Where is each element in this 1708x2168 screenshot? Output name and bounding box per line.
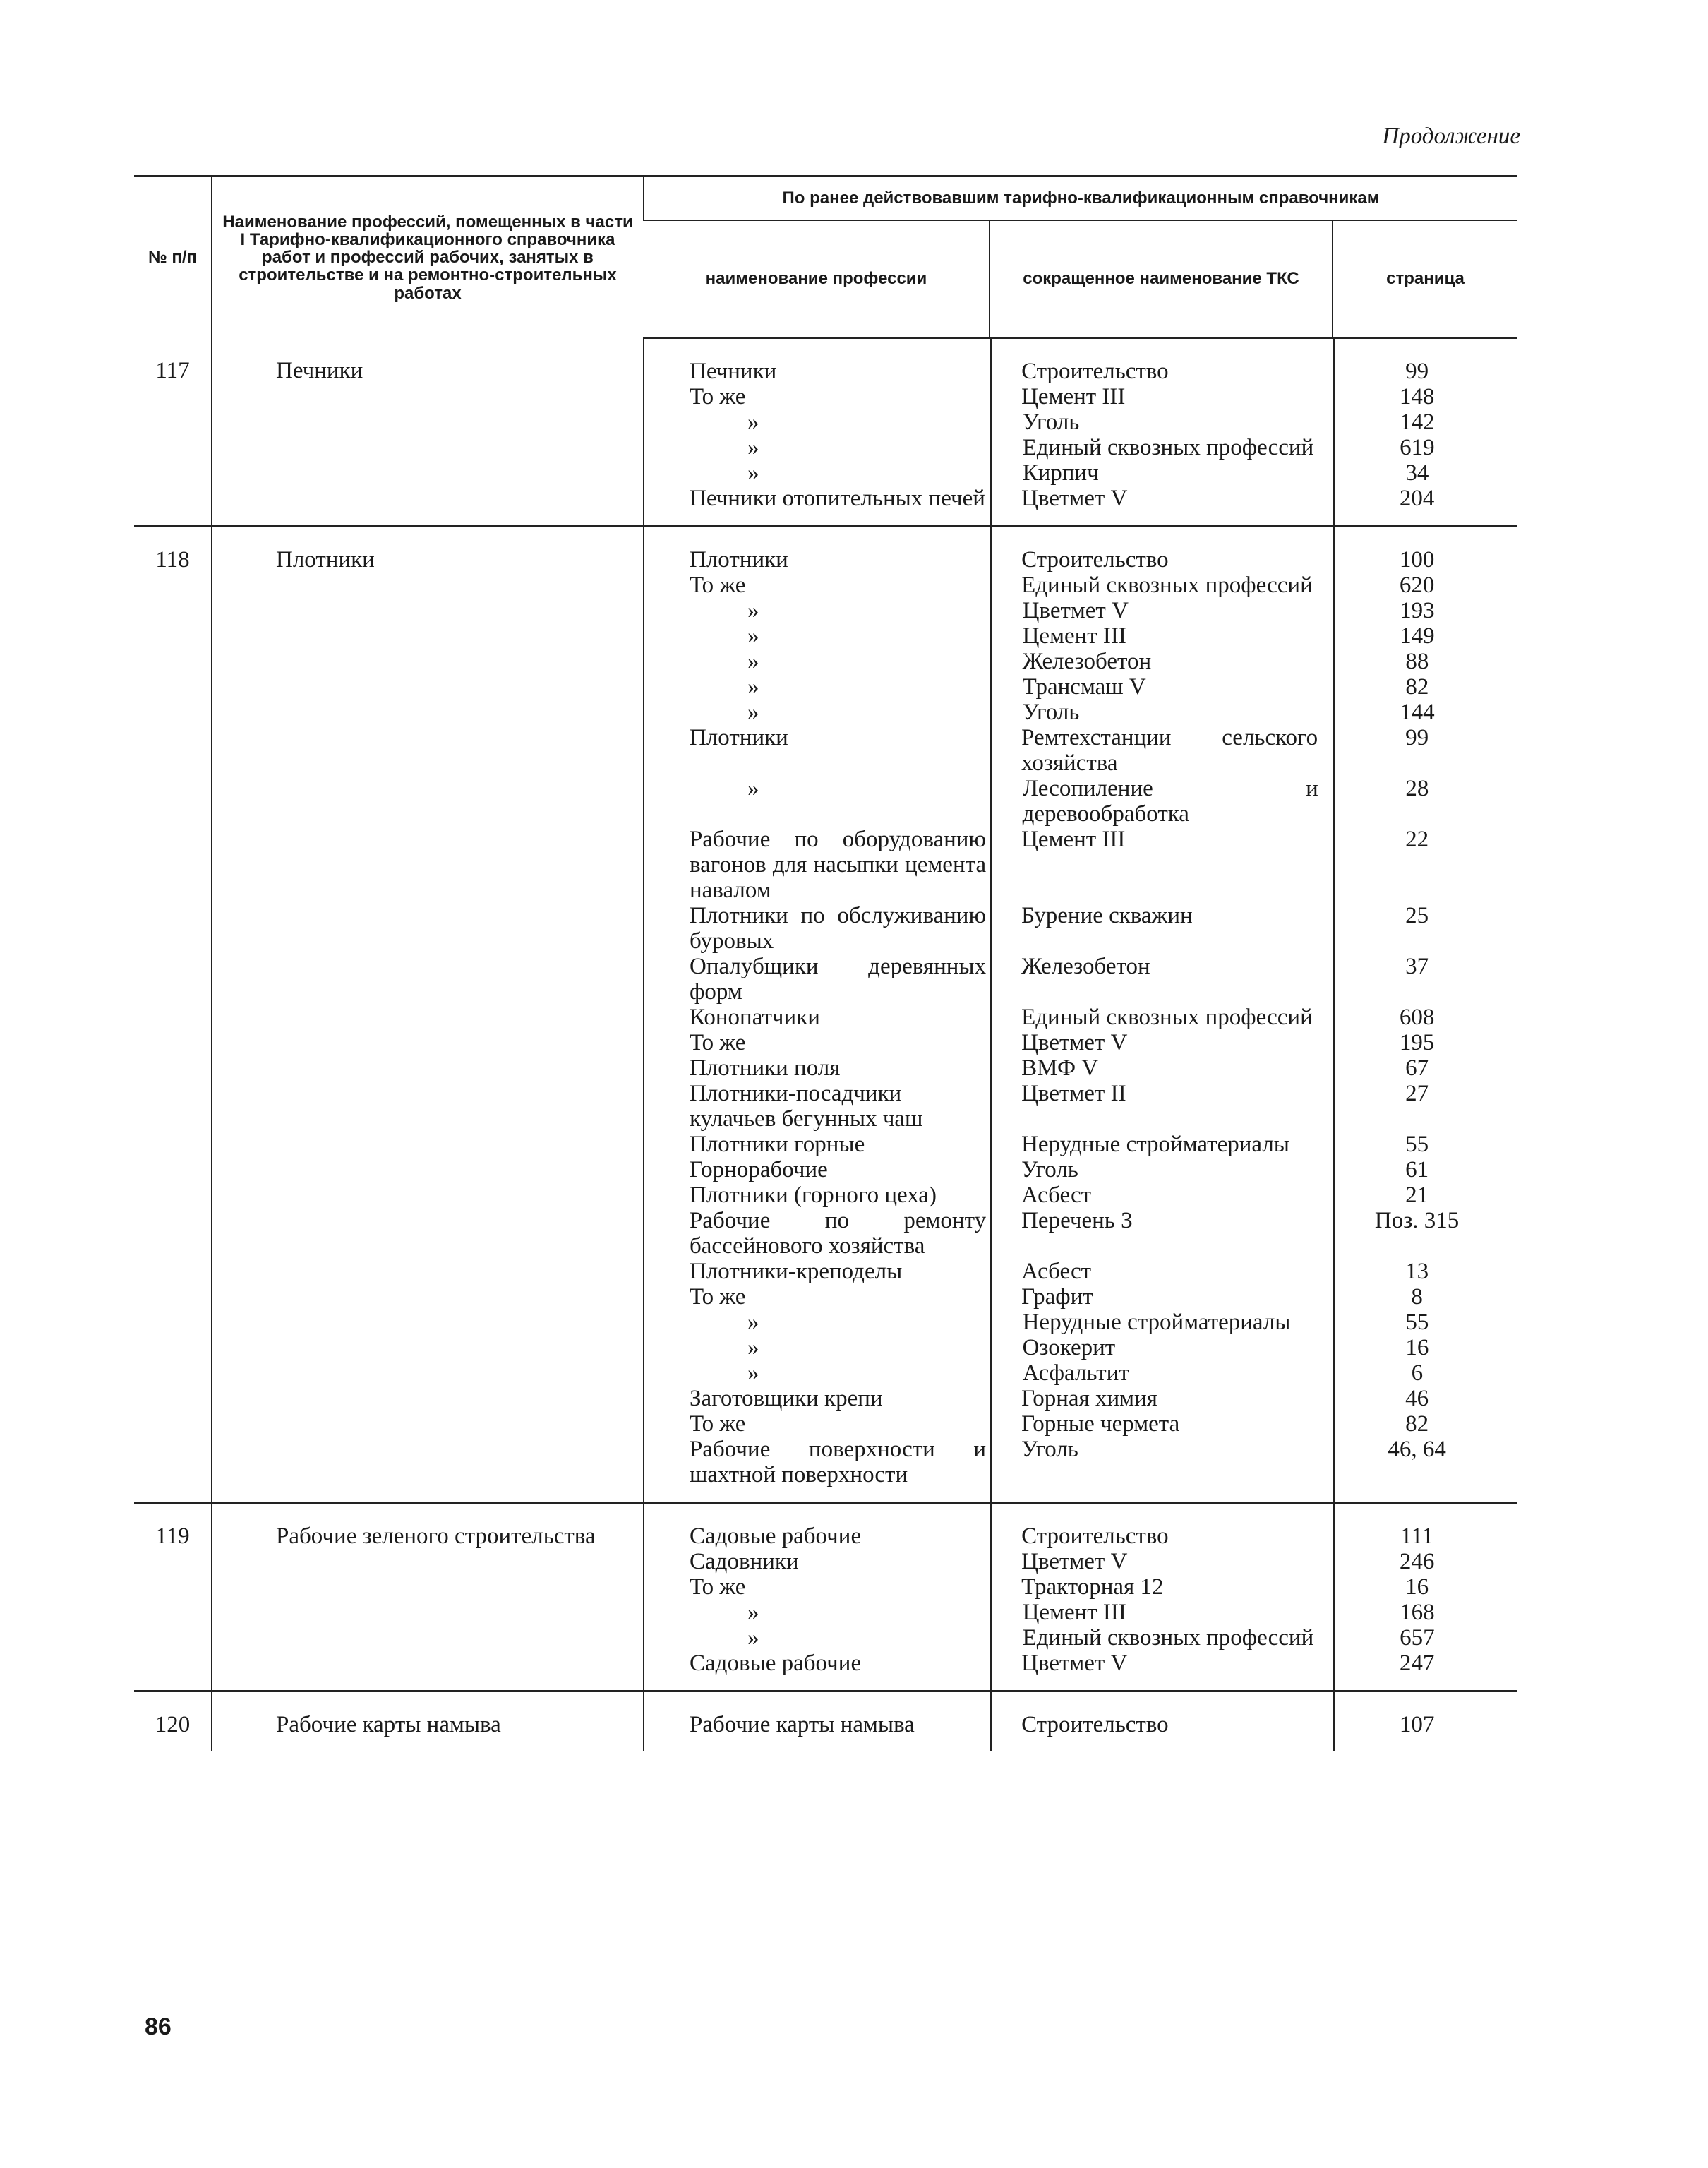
tks-short-name: Перечень 3 xyxy=(1021,1208,1133,1233)
old-profession-name: » xyxy=(747,598,759,623)
reference-line xyxy=(656,827,1506,903)
old-profession-name: » xyxy=(747,1625,759,1651)
reference-line xyxy=(656,1259,1506,1284)
reference-line xyxy=(656,1182,1506,1208)
previous-references xyxy=(644,338,1517,527)
old-profession-name: » xyxy=(747,700,759,725)
tks-page: 204 xyxy=(1399,486,1435,511)
reference-line xyxy=(656,954,1506,1005)
row-number: 117 xyxy=(134,338,212,527)
old-profession-name: » xyxy=(747,435,759,460)
row-number: 118 xyxy=(134,527,212,1503)
tks-page: 8 xyxy=(1411,1284,1423,1310)
tks-short-name: Цемент III xyxy=(1022,1600,1126,1625)
tks-short-name: ВМФ V xyxy=(1021,1055,1099,1081)
tks-short-name: Нерудные стройматериалы xyxy=(1022,1310,1291,1335)
old-profession-name: » xyxy=(747,1335,759,1360)
tks-short-name: Горные чермета xyxy=(1021,1411,1180,1437)
old-profession-name: Печники отопительных печей xyxy=(690,486,985,511)
tks-page: 608 xyxy=(1399,1005,1435,1030)
reference-line xyxy=(656,359,1506,384)
profession-name: Плотники xyxy=(212,527,644,1503)
tks-page: 6 xyxy=(1411,1360,1424,1386)
tks-page: 67 xyxy=(1405,1055,1429,1081)
reference-line xyxy=(656,674,1506,700)
tks-page: 27 xyxy=(1405,1081,1429,1106)
tks-short-name: Цемент III xyxy=(1021,827,1126,852)
tks-short-name: Ремтехстанции сельского хозяйства xyxy=(1021,725,1318,776)
tks-page: 247 xyxy=(1399,1651,1435,1676)
reference-line xyxy=(656,573,1506,598)
row-number: 119 xyxy=(134,1503,212,1691)
tks-page: 46, 64 xyxy=(1388,1437,1446,1462)
tks-page: 16 xyxy=(1405,1335,1429,1360)
old-profession-name: Плотники-креподелы xyxy=(690,1259,903,1284)
old-profession-name: » xyxy=(747,649,759,674)
tks-page: 619 xyxy=(1400,435,1435,460)
table-row xyxy=(134,338,1517,527)
old-profession-name: Плотники xyxy=(690,547,788,573)
reference-line xyxy=(656,1081,1506,1132)
reference-line xyxy=(656,1005,1506,1030)
table-body xyxy=(134,338,1517,1752)
tks-short-name: Строительство xyxy=(1021,547,1169,573)
reference-line xyxy=(656,1030,1506,1055)
tks-short-name: Единый сквозных профессий xyxy=(1021,1005,1313,1030)
table-row xyxy=(134,1691,1517,1752)
tks-short-name: Уголь xyxy=(1022,409,1080,435)
col-header-page: страница xyxy=(1333,220,1517,338)
tks-page: 55 xyxy=(1405,1132,1429,1157)
old-profession-name: Опалубщики деревянных форм xyxy=(690,954,987,1005)
previous-references xyxy=(644,1691,1517,1752)
old-profession-name: То же xyxy=(690,1574,746,1600)
reference-line xyxy=(656,1335,1506,1360)
old-profession-name: » xyxy=(747,460,759,486)
tks-short-name: Асбест xyxy=(1021,1259,1092,1284)
old-profession-name: Конопатчики xyxy=(690,1005,820,1030)
col-header-name: Наименование профессий, помещенных в части I Тарифно-квалификационного справочника работ и профессий рабочих, занятых в строительстве и на ремонтно-строительных работах xyxy=(212,176,644,338)
old-profession-name: Садовые рабочие xyxy=(690,1651,862,1676)
tks-short-name: Цветмет V xyxy=(1022,598,1129,623)
tks-page: 82 xyxy=(1405,674,1429,700)
reference-line xyxy=(656,623,1506,649)
tks-short-name: Тракторная 12 xyxy=(1021,1574,1164,1600)
tks-short-name: Строительство xyxy=(1021,359,1169,384)
old-profession-name: Плотники по обслуживанию буровых xyxy=(690,903,987,954)
old-profession-name: Плотники xyxy=(690,725,788,750)
old-profession-name: Печники xyxy=(690,359,777,384)
reference-line xyxy=(656,1386,1506,1411)
reference-line xyxy=(656,776,1506,827)
tks-page: 55 xyxy=(1405,1310,1429,1335)
tks-short-name: Цветмет V xyxy=(1021,1651,1128,1676)
reference-line xyxy=(656,1523,1506,1549)
tks-short-name: Озокерит xyxy=(1022,1335,1116,1360)
tks-page: 22 xyxy=(1405,827,1429,852)
reference-line xyxy=(656,725,1506,776)
old-profession-name: » xyxy=(747,623,759,649)
tks-short-name: Нерудные стройматериалы xyxy=(1021,1132,1289,1157)
tks-page: 107 xyxy=(1399,1712,1435,1737)
reference-line xyxy=(656,409,1506,435)
col-header-num: № п/п xyxy=(134,176,212,338)
reference-line xyxy=(656,700,1506,725)
tks-short-name: Цемент III xyxy=(1021,384,1126,409)
tks-short-name: Единый сквозных профессий xyxy=(1022,435,1314,460)
reference-line xyxy=(656,1055,1506,1081)
old-profession-name: Плотники поля xyxy=(690,1055,841,1081)
tks-page: 620 xyxy=(1399,573,1435,598)
reference-line xyxy=(656,1157,1506,1182)
reference-line xyxy=(656,1411,1506,1437)
old-profession-name: Садовники xyxy=(690,1549,799,1574)
old-profession-name: То же xyxy=(690,1030,746,1055)
reference-line xyxy=(656,1712,1506,1737)
profession-name: Рабочие карты намыва xyxy=(212,1691,644,1752)
page-number: 86 xyxy=(145,2013,172,2040)
tks-page: 99 xyxy=(1405,359,1429,384)
reference-line xyxy=(656,1310,1506,1335)
tks-short-name: Железобетон xyxy=(1021,954,1150,979)
previous-references xyxy=(644,527,1517,1503)
old-profession-name: Плотники горные xyxy=(690,1132,865,1157)
tks-short-name: Уголь xyxy=(1021,1157,1078,1182)
tks-page: 46 xyxy=(1405,1386,1429,1411)
tks-page: 246 xyxy=(1399,1549,1435,1574)
tks-short-name: Асфальтит xyxy=(1022,1360,1129,1386)
tks-short-name: Трансмаш V xyxy=(1022,674,1146,700)
tks-page: 13 xyxy=(1405,1259,1429,1284)
old-profession-name: Рабочие по оборудованию вагонов для насыпки цемента навалом xyxy=(690,827,987,903)
col-header-prof: наименование профессии xyxy=(644,220,990,338)
old-profession-name: Плотники-посадчики кулачьев бегунных чаш xyxy=(690,1081,923,1132)
tks-short-name: Цветмет II xyxy=(1021,1081,1126,1106)
tks-page: 99 xyxy=(1405,725,1429,750)
tks-short-name: Единый сквозных профессий xyxy=(1021,573,1313,598)
old-profession-name: То же xyxy=(690,1284,746,1310)
tks-short-name: Цветмет V xyxy=(1021,486,1128,511)
tks-short-name: Графит xyxy=(1021,1284,1093,1310)
profession-name: Рабочие зеленого строительства xyxy=(212,1503,644,1691)
tks-short-name: Уголь xyxy=(1022,700,1080,725)
tks-page: 88 xyxy=(1405,649,1429,674)
reference-line xyxy=(656,598,1506,623)
continuation-note: Продолжение xyxy=(1382,124,1520,149)
tks-short-name: Строительство xyxy=(1021,1712,1169,1737)
old-profession-name: Горнорабочие xyxy=(690,1157,828,1182)
old-profession-name: То же xyxy=(690,1411,746,1437)
tks-page: 16 xyxy=(1405,1574,1429,1600)
old-profession-name: Рабочие карты намыва xyxy=(690,1712,915,1737)
reference-line xyxy=(656,460,1506,486)
tks-short-name: Лесопиление и деревообработка xyxy=(1022,776,1318,827)
tks-short-name: Цемент III xyxy=(1022,623,1126,649)
table-row xyxy=(134,527,1517,1503)
tks-page: 148 xyxy=(1399,384,1435,409)
reference-line xyxy=(656,1651,1506,1676)
old-profession-name: » xyxy=(747,674,759,700)
reference-line xyxy=(656,649,1506,674)
reference-line xyxy=(656,1600,1506,1625)
tks-short-name: Горная химия xyxy=(1021,1386,1157,1411)
tks-page: 195 xyxy=(1399,1030,1435,1055)
old-profession-name: » xyxy=(747,1600,759,1625)
tks-short-name: Бурение скважин xyxy=(1021,903,1193,928)
reference-line xyxy=(656,486,1506,511)
tks-page: 144 xyxy=(1400,700,1435,725)
tks-page: 149 xyxy=(1400,623,1435,649)
tks-page: 25 xyxy=(1405,903,1429,928)
tks-page: 142 xyxy=(1400,409,1435,435)
tks-page: 193 xyxy=(1400,598,1435,623)
old-profession-name: » xyxy=(747,1310,759,1335)
tks-short-name: Строительство xyxy=(1021,1523,1169,1549)
tks-short-name: Кирпич xyxy=(1022,460,1099,486)
reference-line xyxy=(656,547,1506,573)
reference-line xyxy=(656,1437,1506,1487)
tks-short-name: Цветмет V xyxy=(1021,1030,1128,1055)
tks-page: 21 xyxy=(1405,1182,1429,1208)
tks-short-name: Цветмет V xyxy=(1021,1549,1128,1574)
profession-table xyxy=(134,175,1517,1751)
row-number: 120 xyxy=(155,1712,191,1737)
tks-page: Поз. 315 xyxy=(1374,1208,1460,1233)
table-row xyxy=(134,1503,1517,1691)
reference-line xyxy=(656,435,1506,460)
col-header-tks: сокращенное наименование ТКС xyxy=(990,220,1333,338)
tks-page: 28 xyxy=(1405,776,1429,801)
profession-name: Печники xyxy=(212,338,644,527)
tks-page: 168 xyxy=(1400,1600,1435,1625)
previous-references xyxy=(644,1503,1517,1691)
tks-page: 82 xyxy=(1405,1411,1429,1437)
reference-line xyxy=(656,1208,1506,1259)
old-profession-name: То же xyxy=(690,384,746,409)
old-profession-name: Заготовщики крепи xyxy=(690,1386,883,1411)
tks-short-name: Железобетон xyxy=(1022,649,1152,674)
reference-line xyxy=(656,1574,1506,1600)
tks-page: 61 xyxy=(1405,1157,1429,1182)
old-profession-name: Рабочие по ремонту бассейнового хозяйства xyxy=(690,1208,987,1259)
reference-line xyxy=(656,1284,1506,1310)
tks-page: 34 xyxy=(1405,460,1429,486)
reference-line xyxy=(656,1360,1506,1386)
old-profession-name: Садовые рабочие xyxy=(690,1523,862,1549)
reference-line xyxy=(656,903,1506,954)
reference-line xyxy=(656,1132,1506,1157)
old-profession-name: Рабочие поверхности и шахтной поверхности xyxy=(690,1437,987,1487)
old-profession-name: » xyxy=(747,1360,759,1386)
tks-short-name: Асбест xyxy=(1021,1182,1092,1208)
tks-page: 100 xyxy=(1399,547,1435,573)
tks-page: 111 xyxy=(1400,1523,1434,1549)
tks-short-name: Единый сквозных профессий xyxy=(1022,1625,1314,1651)
old-profession-name: Плотники (горного цеха) xyxy=(690,1182,937,1208)
col-header-group: По ранее действовавшим тарифно-квалификационным справочникам xyxy=(644,176,1517,221)
reference-line xyxy=(656,1625,1506,1651)
reference-line xyxy=(656,1549,1506,1574)
old-profession-name: » xyxy=(747,409,759,435)
old-profession-name: То же xyxy=(690,573,746,598)
tks-page: 657 xyxy=(1400,1625,1435,1651)
tks-page: 37 xyxy=(1405,954,1429,979)
tks-short-name: Уголь xyxy=(1021,1437,1078,1462)
reference-line xyxy=(656,384,1506,409)
old-profession-name: » xyxy=(747,776,759,801)
